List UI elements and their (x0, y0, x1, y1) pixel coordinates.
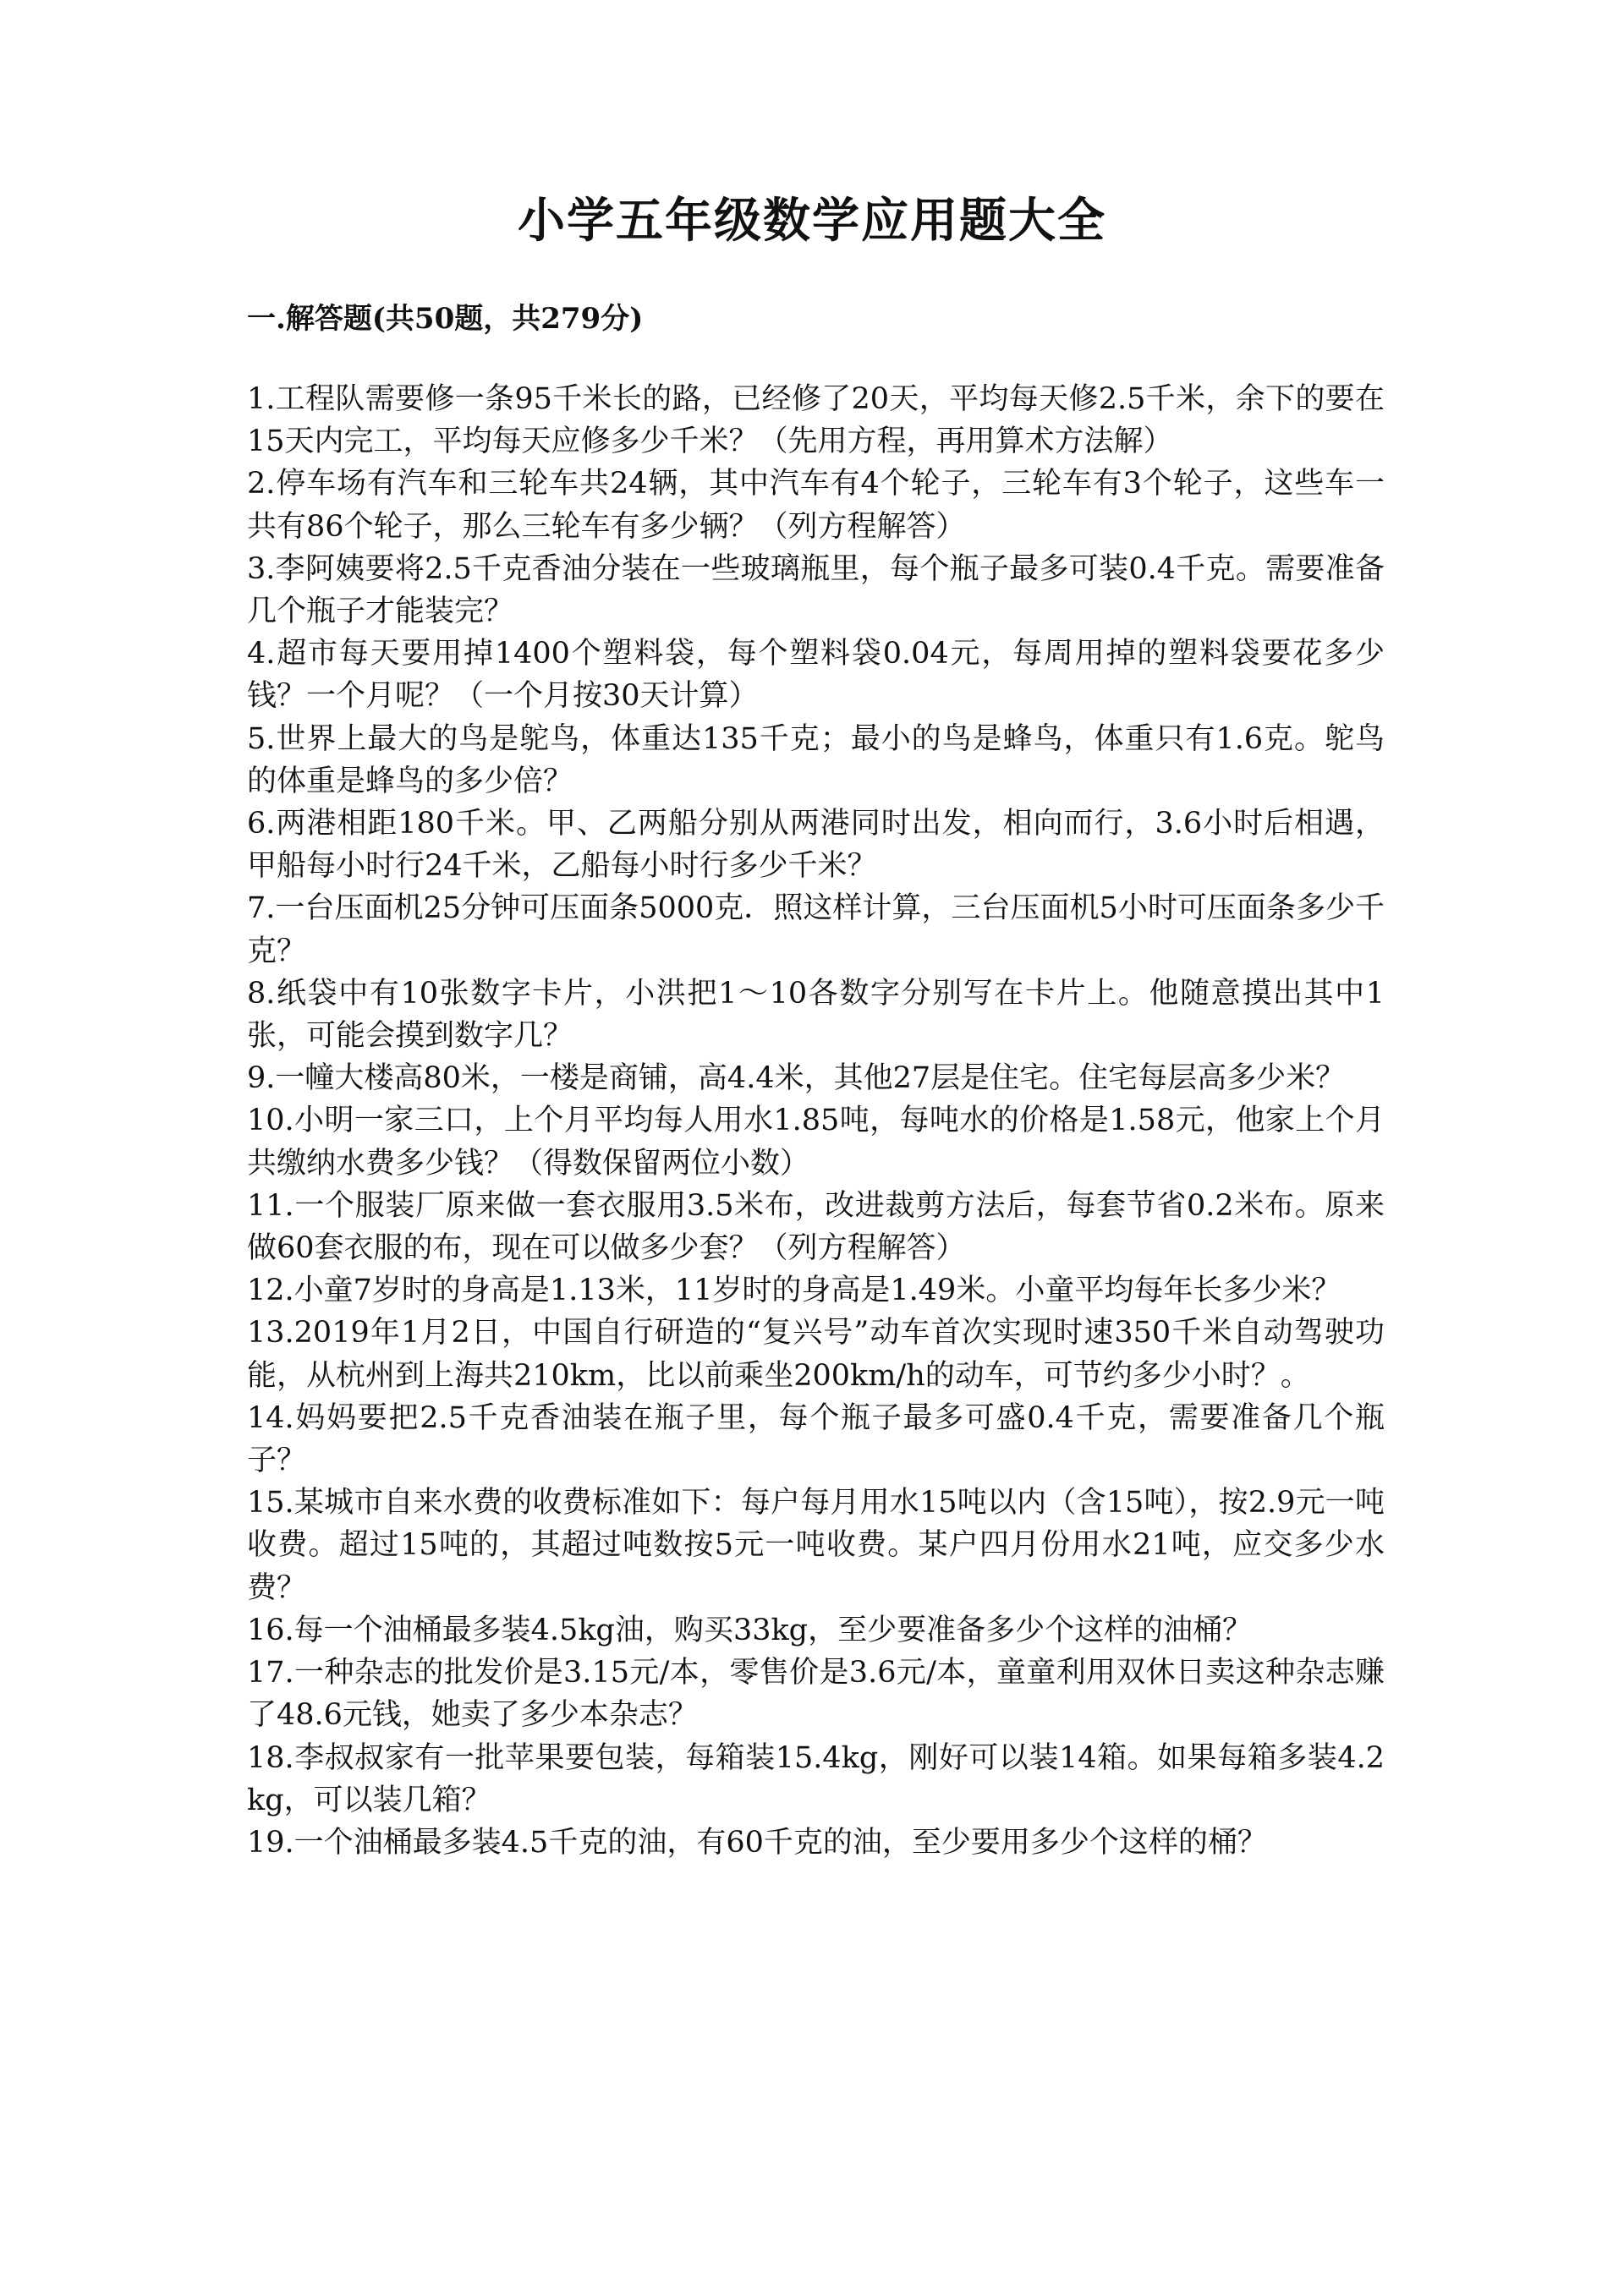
question-item: 14.妈妈要把2.5千克香油装在瓶子里，每个瓶子最多可盛0.4千克，需要准备几个瓶子？ (247, 1400, 1385, 1478)
question-item: 13.2019年1月2日，中国自行研造的“复兴号”动车首次实现时速350千米自动驾驶功能，从杭州到上海共210km，比以前乘坐200km/h的动车，可节约多少小时？。 (247, 1316, 1385, 1393)
question-item: 1.工程队需要修一条95千米长的路，已经修了20天，平均每天修2.5千米，余下的要在15天内完工，平均每天应修多少千米？（先用方程，再用算术方法解） (247, 382, 1385, 459)
question-item: 2.停车场有汽车和三轮车共24辆，其中汽车有4个轮子，三轮车有3个轮子，这些车一共有86个轮子，那么三轮车有多少辆？（列方程解答） (247, 467, 1385, 544)
section-heading: 一.解答题(共50题，共279分) (247, 302, 644, 336)
question-item: 5.世界上最大的鸟是鸵鸟，体重达135千克；最小的鸟是蜂鸟，体重只有1.6克。鸵鸟的体重是蜂鸟的多少倍？ (247, 721, 1385, 798)
document-title: 小学五年级数学应用题大全 (518, 193, 1106, 249)
question-item: 15.某城市自来水费的收费标准如下：每户每月用水15吨以内（含15吨），按2.9元一吨收费。超过15吨的，其超过吨数按5元一吨收费。某户四月份用水21吨，应交多少水费？ (247, 1486, 1385, 1605)
question-list (247, 378, 1385, 1864)
question-item: 4.超市每天要用掉1400个塑料袋，每个塑料袋0.04元，每周用掉的塑料袋要花多少钱？一个月呢？（一个月按30天计算） (247, 637, 1385, 714)
question-item: 16.每一个油桶最多装4.5kg油，购买33kg，至少要准备多少个这样的油桶？ (247, 1613, 1253, 1647)
question-item: 9.一幢大楼高80米，一楼是商铺，高4.4米，其他27层是住宅。住宅每层高多少米？ (247, 1061, 1346, 1096)
question-item: 11.一个服装厂原来做一套衣服用3.5米布，改进裁剪方法后，每套节省0.2米布。原来做60套衣服的布，现在可以做多少套？（列方程解答） (247, 1188, 1385, 1266)
question-item: 7.一台压面机25分钟可压面条5000克．照这样计算，三台压面机5小时可压面条多少千克？ (247, 891, 1385, 968)
question-item: 8.纸袋中有10张数字卡片，小洪把1～10各数字分别写在卡片上。他随意摸出其中1张，可能会摸到数字几？ (247, 976, 1385, 1054)
question-item: 18.李叔叔家有一批苹果要包装，每箱装15.4kg，刚好可以装14箱。如果每箱多装4.2kg，可以装几箱？ (247, 1740, 1385, 1817)
question-item: 10.小明一家三口，上个月平均每人用水1.85吨，每吨水的价格是1.58元，他家上个月共缴纳水费多少钱？（得数保留两位小数） (247, 1104, 1385, 1181)
question-item: 17.一种杂志的批发价是3.15元/本，零售价是3.6元/本，童童利用双休日卖这种杂志赚了48.6元钱，她卖了多少本杂志？ (247, 1656, 1385, 1733)
question-item: 12.小童7岁时的身高是1.13米，11岁时的身高是1.49米。小童平均每年长多少米？ (247, 1274, 1341, 1308)
question-item: 6.两港相距180千米。甲、乙两船分别从两港同时出发，相向而行，3.6小时后相遇，甲船每小时行24千米，乙船每小时行多少千米？ (247, 807, 1385, 884)
question-item: 19.一个油桶最多装4.5千克的油，有60千克的油，至少要用多少个这样的桶？ (247, 1825, 1267, 1860)
question-item: 3.李阿姨要将2.5千克香油分装在一些玻璃瓶里，每个瓶子最多可装0.4千克。需要准备几个瓶子才能装完？ (247, 551, 1385, 629)
